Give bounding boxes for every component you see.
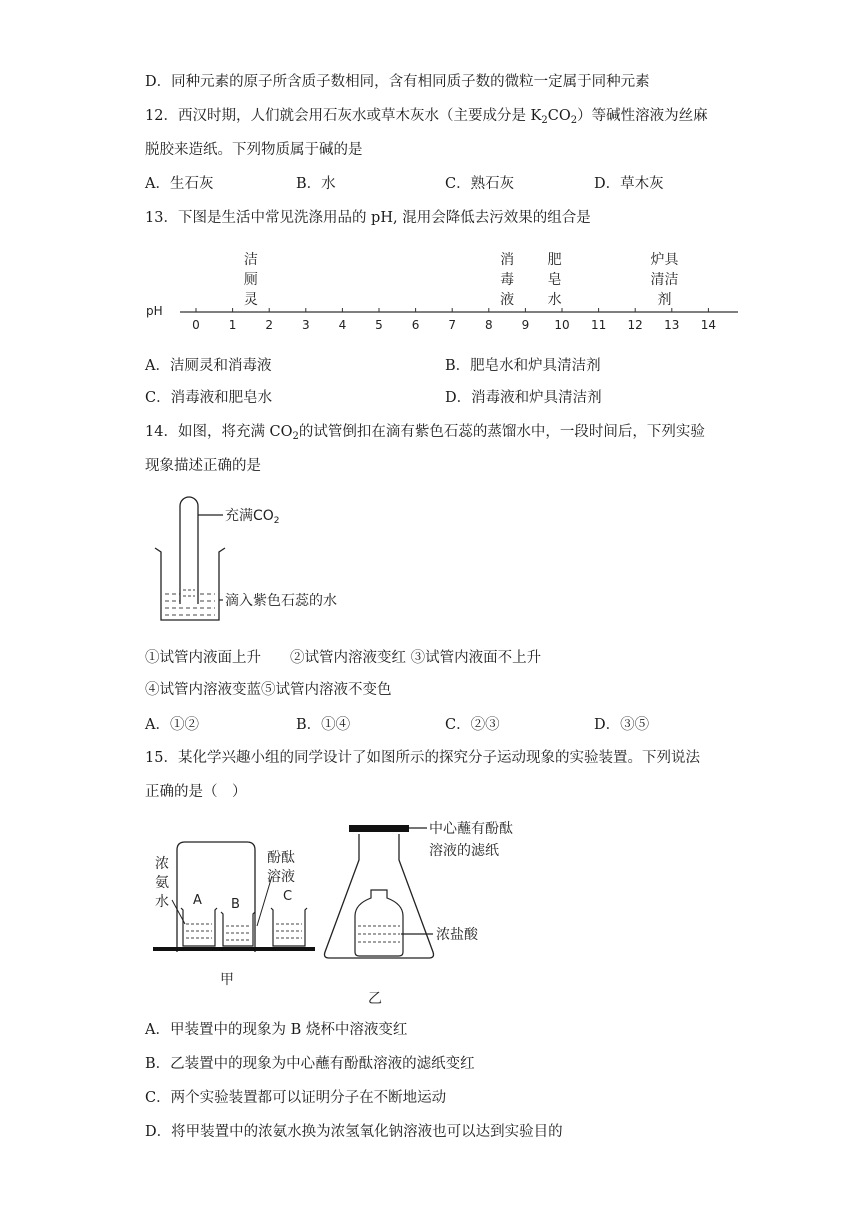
- yi-label: 乙: [368, 991, 382, 1007]
- ph-product-label: 皂: [547, 272, 562, 288]
- ph-product-label: 水: [547, 292, 562, 308]
- q14-option-a[interactable]: A．①②: [145, 717, 199, 733]
- q14-stem-line2: 现象描述正确的是: [145, 458, 261, 474]
- q12-sub-2: 2: [570, 115, 578, 126]
- q12-stem-line2: 脱胶来造纸。下列物质属于碱的是: [145, 142, 363, 158]
- ph-tick-label: 2: [265, 318, 274, 332]
- q14-option-c[interactable]: C．②③: [445, 717, 500, 733]
- q14-stem-text-b: 的试管倒扣在滴有紫色石蕊的蒸馏水中，一段时间后，下列实验: [298, 424, 705, 440]
- co2-tube-figure: [145, 490, 385, 625]
- molecule-motion-figure: [145, 812, 545, 1010]
- q14-option-d[interactable]: D．③⑤: [594, 717, 650, 733]
- ph-product-label: 灵: [243, 292, 258, 308]
- ph-product-label: 毒: [500, 272, 515, 288]
- ph-product-label: 液: [500, 292, 515, 308]
- q11-option-d: D．同种元素的原子所含质子数相同，含有相同质子数的微粒一定属于同种元素: [145, 74, 650, 90]
- q12-option-d[interactable]: D．草木灰: [594, 176, 664, 192]
- q12-stem-text-b: CO: [547, 108, 571, 124]
- q15-option-a[interactable]: A．甲装置中的现象为 B 烧杯中溶液变红: [145, 1022, 408, 1038]
- q14-stem-line1: [145, 422, 705, 442]
- ph-tick-label: 7: [448, 318, 457, 332]
- ph-tick-label: 0: [192, 318, 200, 332]
- ph-scale-figure: [140, 240, 750, 340]
- device-jia: [153, 842, 315, 988]
- beaker-b-label: B: [231, 897, 240, 912]
- ph-axis-label: pH: [146, 304, 163, 318]
- ph-tick-label: 13: [664, 318, 680, 332]
- water-label: 滴入紫色石蕊的水: [225, 593, 337, 609]
- q15-option-d[interactable]: D．将甲装置中的浓氨水换为浓氢氧化钠溶液也可以达到实验目的: [145, 1124, 563, 1140]
- q15-stem-line2: 正确的是（ ）: [145, 784, 247, 800]
- q13-option-c[interactable]: C．消毒液和肥皂水: [145, 390, 273, 406]
- beaker-c-label: C: [283, 889, 293, 904]
- ph-tick-label: 5: [375, 318, 383, 332]
- q12-stem-text-a: 12．西汉时期，人们就会用石灰水或草木灰水（主要成分是 K: [145, 108, 542, 124]
- ph-tick-label: 8: [484, 318, 493, 332]
- q14-sub: 2: [292, 431, 299, 442]
- ph-product-label: 肥: [547, 252, 562, 268]
- ph-product-label: 炉具: [650, 252, 679, 268]
- ph-tick-label: 12: [627, 318, 643, 332]
- filter-paper: [349, 825, 409, 832]
- filter-label: 中心蘸有酚酞 溶液的滤纸: [429, 821, 513, 859]
- ph-product-label: 洁: [243, 252, 258, 268]
- q14-statements-line2: ④试管内溶液变蓝⑤试管内溶液不变色: [145, 682, 392, 698]
- hcl-bottle: [355, 890, 403, 956]
- q15-option-c[interactable]: C．两个实验装置都可以证明分子在不断地运动: [145, 1090, 447, 1106]
- q12-option-b[interactable]: B．水: [296, 176, 336, 192]
- beaker-c: [271, 908, 307, 946]
- q12-stem-text-c: ）等碱性溶液为丝麻: [577, 108, 708, 124]
- q13-option-d[interactable]: D．消毒液和炉具清洁剂: [445, 390, 602, 406]
- ph-tick-label: 9: [521, 318, 530, 332]
- beaker-a: [181, 908, 217, 946]
- q15-option-b[interactable]: B．乙装置中的现象为中心蘸有酚酞溶液的滤纸变红: [145, 1056, 475, 1072]
- q12-option-c[interactable]: C．熟石灰: [445, 176, 515, 192]
- q15-stem-line1: 15．某化学兴趣小组的同学设计了如图所示的探究分子运动现象的实验装置。下列说法: [145, 750, 700, 766]
- device-yi: [325, 820, 518, 1007]
- q13-option-a[interactable]: A．洁厕灵和消毒液: [145, 358, 272, 374]
- hcl-label: 浓盐酸: [436, 927, 478, 943]
- q13-stem: 13．下图是生活中常见洗涤用品的 pH, 混用会降低去污效果的组合是: [145, 210, 591, 226]
- ph-tick-label: 6: [411, 318, 420, 332]
- q14-stem-text-a: 14．如图，将充满 CO: [145, 424, 293, 440]
- q12-option-a[interactable]: A．生石灰: [145, 176, 214, 192]
- ph-product-label: 清洁: [650, 272, 679, 288]
- beaker-b: [221, 912, 255, 946]
- ph-tick-label: 10: [554, 318, 570, 332]
- ph-product-label: 剂: [657, 292, 672, 308]
- ph-tick-label: 14: [700, 318, 717, 332]
- beaker-a-label: A: [193, 893, 202, 908]
- ph-product-label: 消: [500, 252, 515, 268]
- ph-tick-label: 3: [301, 318, 310, 332]
- q12-stem-line1: [145, 106, 708, 126]
- cover-beaker: [177, 842, 255, 952]
- test-tube: [180, 497, 198, 604]
- ph-product-label: 厕: [243, 272, 258, 288]
- ph-tick-label: 4: [338, 318, 347, 332]
- tube-label: 充满$CO_2$: [225, 508, 280, 526]
- q12-sub-1: 2: [541, 115, 548, 126]
- ph-tick-label: 11: [590, 318, 607, 332]
- phenol-label: 酚酞 溶液: [267, 850, 295, 885]
- jia-label: 甲: [220, 972, 234, 988]
- ammonia-label: 浓 氨 水: [155, 856, 169, 910]
- q14-option-b[interactable]: B．①④: [296, 717, 351, 733]
- q14-statements-line1: ①试管内液面上升 ②试管内溶液变红 ③试管内液面不上升: [145, 650, 542, 666]
- q13-option-b[interactable]: B．肥皂水和炉具清洁剂: [445, 358, 601, 374]
- ph-tick-label: 1: [228, 318, 237, 332]
